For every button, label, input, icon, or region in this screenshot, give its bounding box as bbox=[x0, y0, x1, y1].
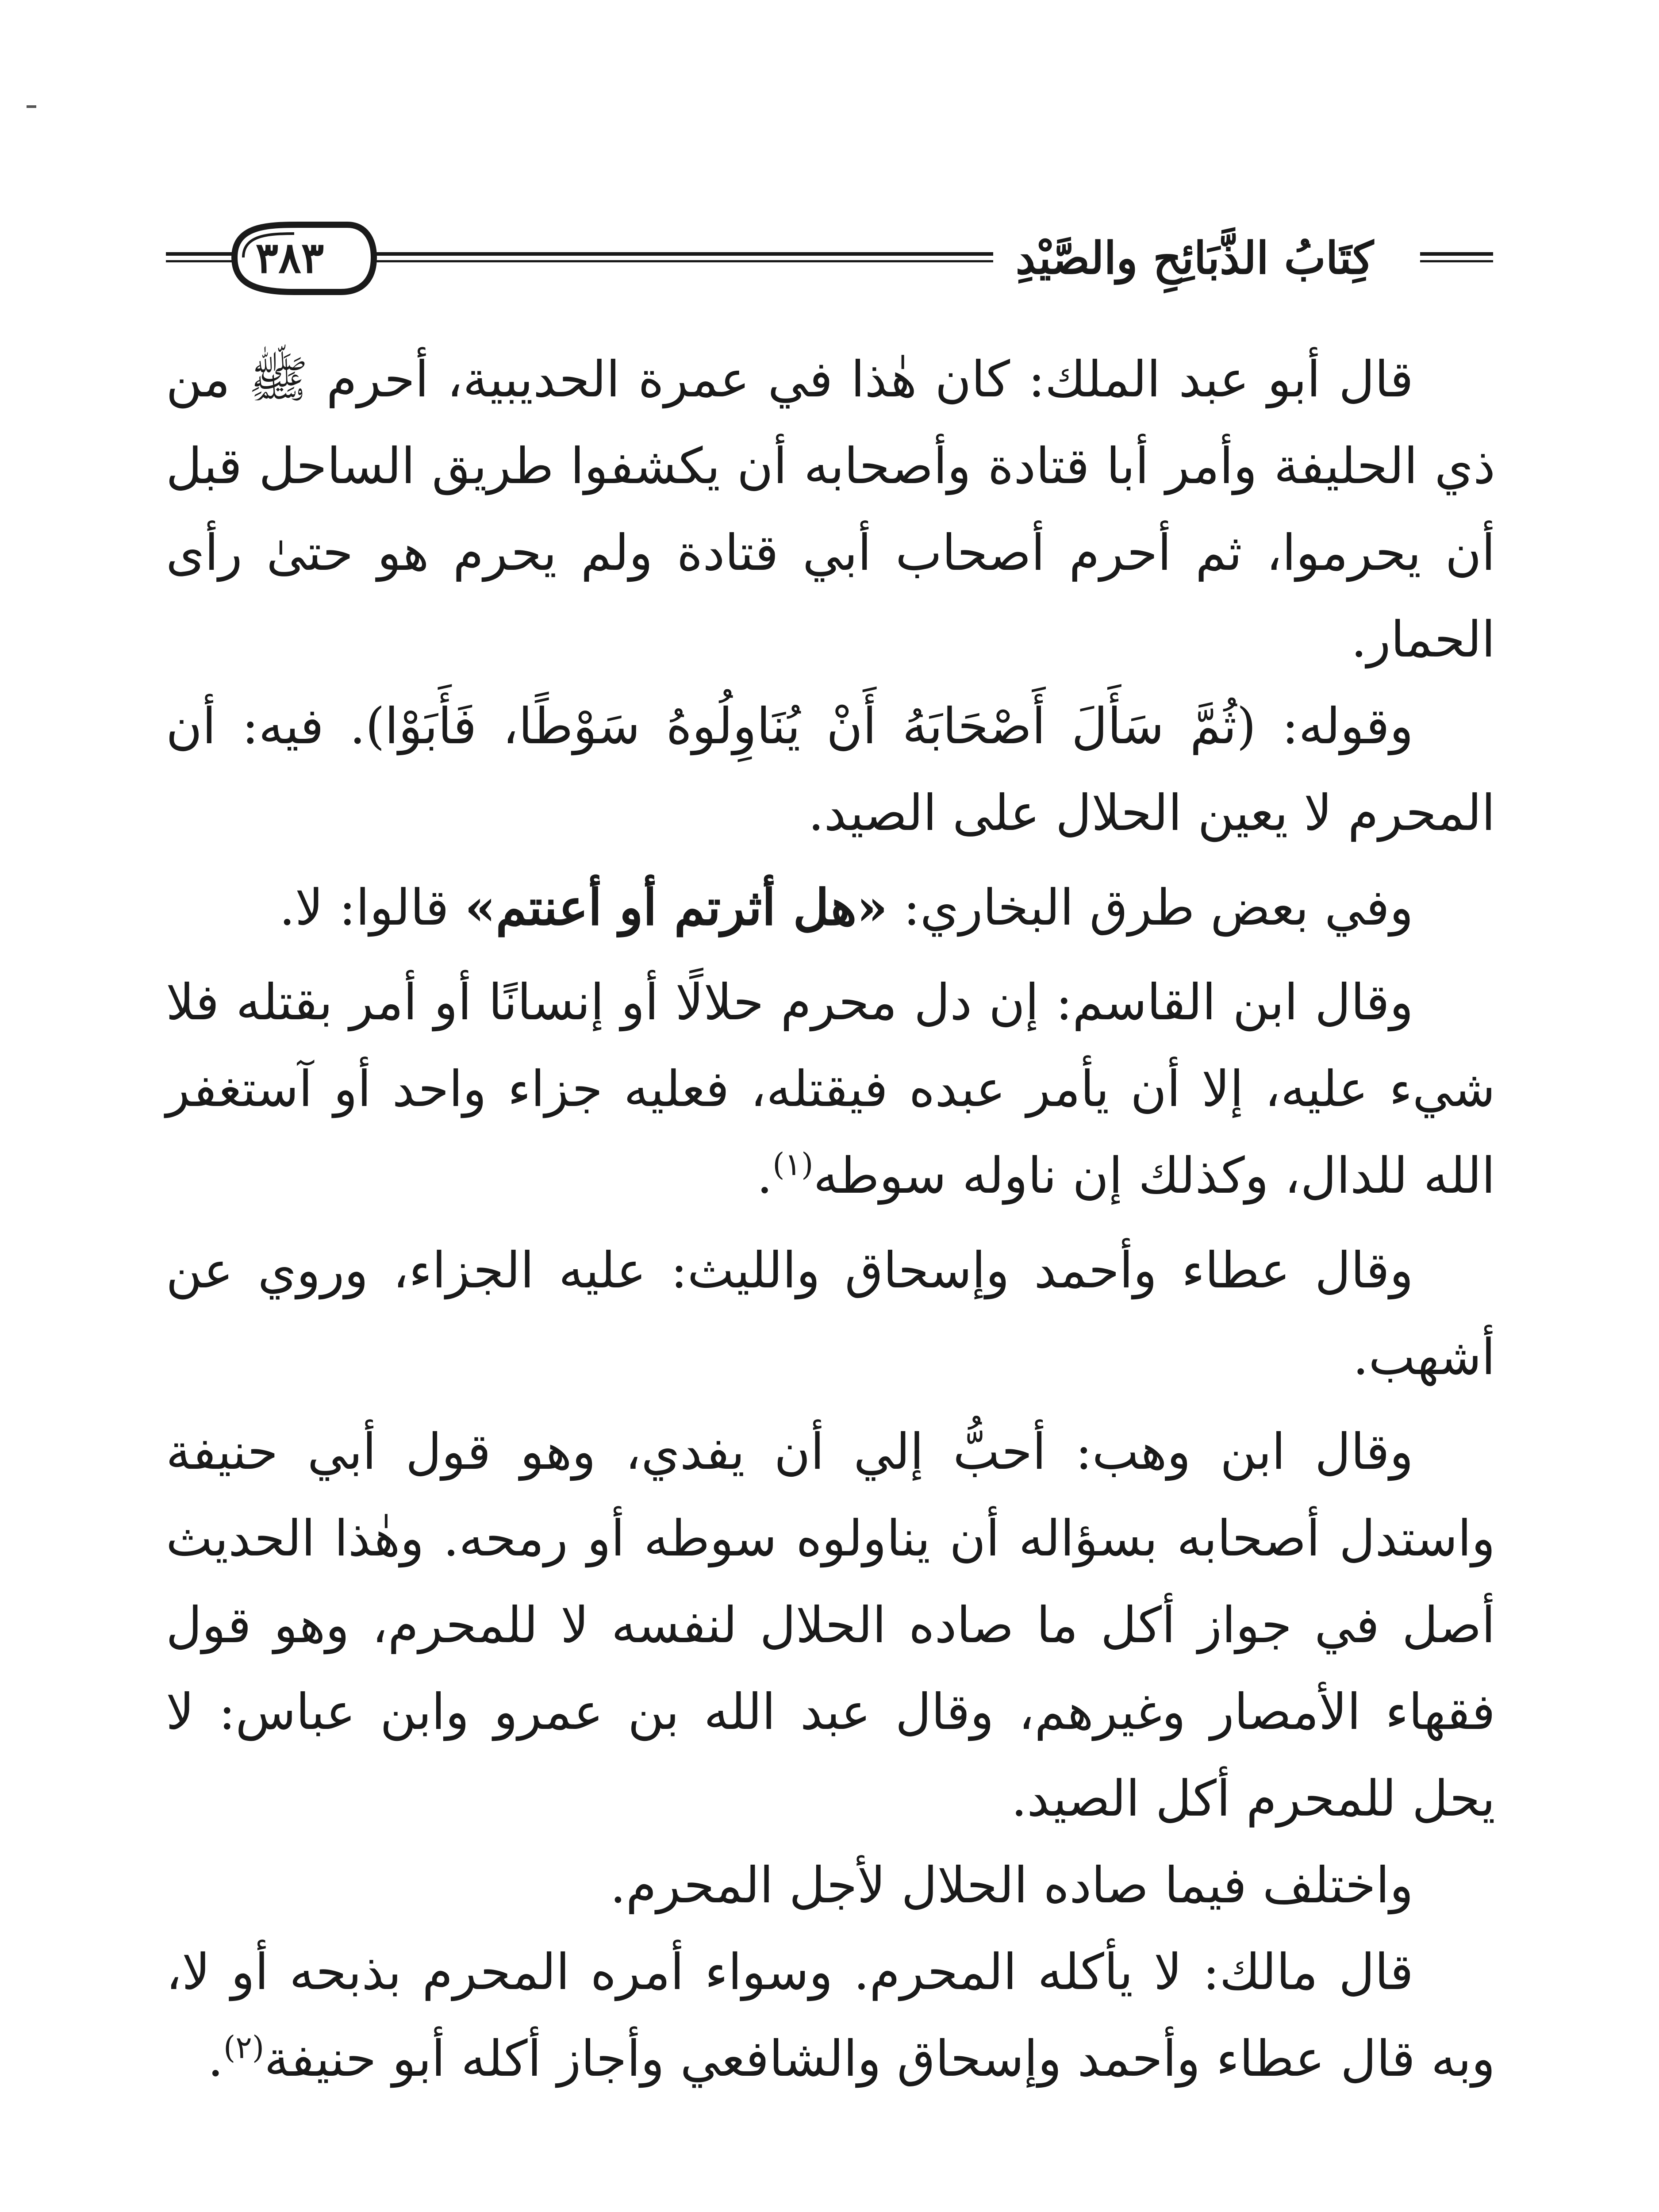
paragraph-text: قالوا: لا. bbox=[279, 879, 465, 937]
paragraph-text: وفي بعض طرق البخاري: bbox=[887, 879, 1413, 937]
paragraph-end: . bbox=[207, 2030, 223, 2088]
paragraph: وقال عطاء وأحمد وإسحاق والليث: عليه الجزاء، وروي عن أشهب. bbox=[166, 1242, 1495, 1386]
paragraph bbox=[166, 959, 1495, 1219]
footnote-marker[interactable]: (٢) bbox=[223, 2029, 265, 2066]
paragraph bbox=[166, 1929, 1495, 2102]
paragraph-text: قال مالك: لا يأكله المحرم. وسواء أمره المحرم بذبحه أو لا، وبه قال عطاء وأحمد وإسحاق والشافعي وأجاز أكله أبو حنيفة bbox=[166, 1943, 1495, 2088]
page-number: ٣٨٣ bbox=[255, 233, 324, 283]
paragraph bbox=[166, 864, 1495, 951]
footnote-marker[interactable]: (١) bbox=[772, 1146, 814, 1183]
main-text bbox=[166, 336, 1495, 2102]
paragraph: واختلف فيما صاده الحلال لأجل المحرم. bbox=[610, 1857, 1413, 1914]
paragraph-text: وقال ابن القاسم: إن دل محرم حلالًا أو إنسانًا أو أمر بقتله فلا شيء عليه، إلا أن يأمر عبده فيقتله، فعليه جزاء واحد أو آستغفر الله للدال، وكذلك إن ناوله سوطه bbox=[166, 974, 1495, 1205]
scan-mark bbox=[27, 105, 36, 108]
chapter-title: كِتَابُ الذَّبَائِحِ والصَّيْدِ bbox=[1002, 225, 1387, 291]
paragraph: وقوله: (ثُمَّ سَأَلَ أَصْحَابَهُ أَنْ يُنَاوِلُوهُ سَوْطًا، فَأَبَوْا). فيه: أن المحرم لا يعين الحلال على الصيد. bbox=[166, 698, 1495, 842]
paragraph: وقال ابن وهب: أحبُّ إلي أن يفدي، وهو قول أبي حنيفة واستدل أصحابه بسؤاله أن يناولوه سوطه أو رمحه. وهٰذا الحديث أصل في جواز أكل ما صاده الحلال لنفسه لا للمحرم، وهو قول فقهاء الأمصار وغيرهم، وقال عبد الله بن عمرو وابن عباس: لا يحل للمحرم أكل الصيد. bbox=[166, 1423, 1496, 1828]
paragraph-end: . bbox=[757, 1147, 773, 1205]
page-header bbox=[166, 208, 1493, 310]
hadith-quote: «هل أثرتم أو أعنتم» bbox=[465, 879, 888, 937]
paragraph: قال أبو عبد الملك: كان هٰذا في عمرة الحديبية، أحرم ﷺ من ذي الحليفة وأمر أبا قتادة وأصحابه أن يكشفوا طريق الساحل قبل أن يحرموا، ثم أحرم أصحاب أبي قتادة ولم يحرم هو حتىٰ رأى الحمار. bbox=[166, 351, 1496, 668]
